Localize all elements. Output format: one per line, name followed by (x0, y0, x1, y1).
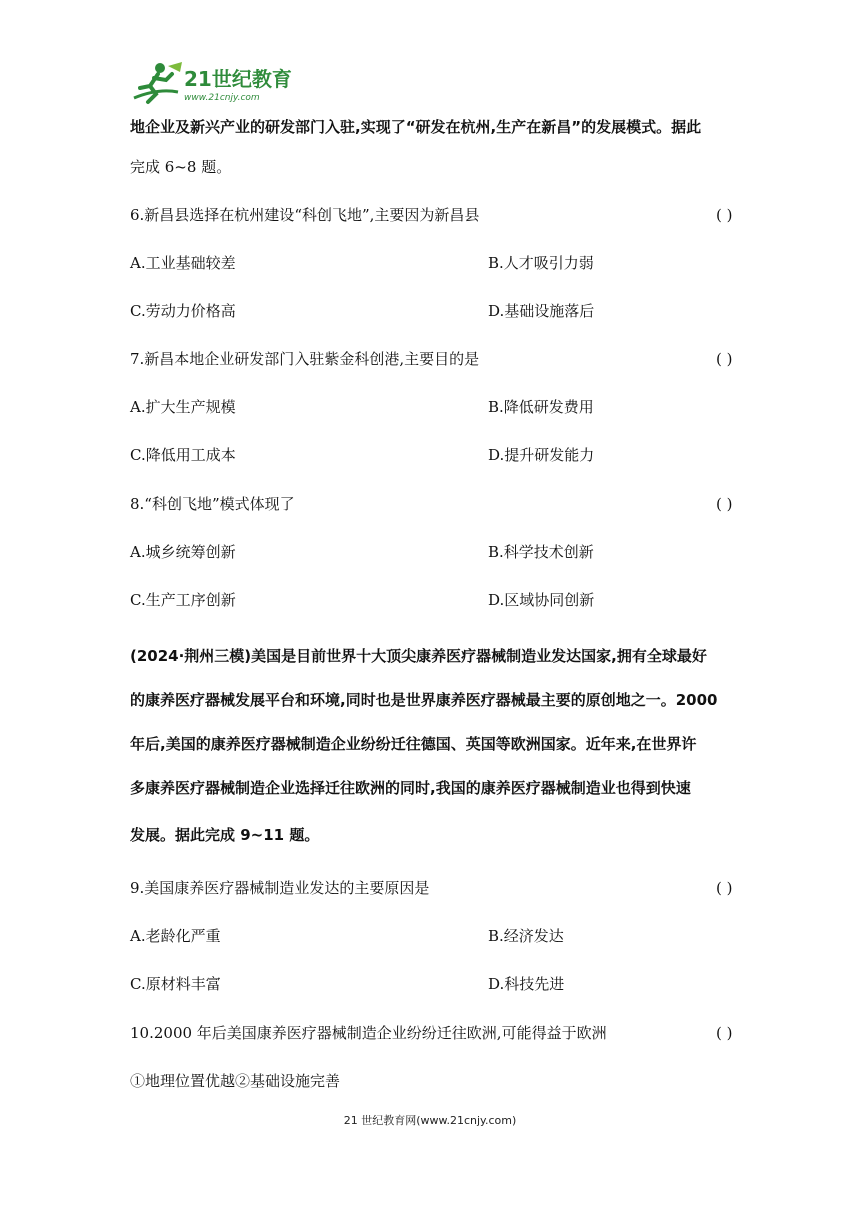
q9-answer-paren: ( ) (716, 879, 733, 897)
passage2-line1: (2024·荆州三模)美国是目前世界十大顶尖康养医疗器械制造业发达国家,拥有全球最好 (130, 647, 707, 665)
passage2-line2: 的康养医疗器械发展平台和环境,同时也是世界康养医疗器械最主要的原创地之一。2000 (130, 691, 718, 709)
q9-option-c: C.原材料丰富 (130, 975, 221, 993)
q9-option-a: A.老龄化严重 (130, 927, 221, 945)
q7-option-b: B.降低研发费用 (488, 398, 594, 416)
q8-option-a: A.城乡统筹创新 (130, 543, 236, 561)
q6-option-a: A.工业基础较差 (130, 254, 236, 272)
q9-option-b: B.经济发达 (488, 927, 564, 945)
q7-answer-paren: ( ) (716, 350, 733, 368)
q8-stem: 8.“科创飞地”模式体现了 (130, 495, 295, 513)
passage1-line2: 完成 6~8 题。 (130, 158, 232, 176)
q6-option-d: D.基础设施落后 (488, 302, 595, 320)
q7-option-a: A.扩大生产规模 (130, 398, 236, 416)
q9-option-d: D.科技先进 (488, 975, 565, 993)
q10-option-line1: ①地理位置优越②基础设施完善 (130, 1072, 341, 1090)
q10-answer-paren: ( ) (716, 1024, 733, 1042)
q7-option-d: D.提升研发能力 (488, 446, 595, 464)
site-logo (128, 58, 298, 106)
q8-option-c: C.生产工序创新 (130, 591, 236, 609)
passage2-line5: 发展。据此完成 9~11 题。 (130, 826, 320, 844)
passage2-line3: 年后,美国的康养医疗器械制造企业纷纷迁往德国、英国等欧洲国家。近年来,在世界许 (130, 735, 697, 753)
q6-option-c: C.劳动力价格高 (130, 302, 236, 320)
q8-option-b: B.科学技术创新 (488, 543, 594, 561)
passage1-line1: 地企业及新兴产业的研发部门入驻,实现了“研发在杭州,生产在新昌”的发展模式。据此 (130, 118, 702, 136)
q7-option-c: C.降低用工成本 (130, 446, 236, 464)
runner-logo-icon (128, 58, 298, 106)
q7-stem: 7.新昌本地企业研发部门入驻紫金科创港,主要目的是 (130, 350, 480, 368)
q8-option-d: D.区域协同创新 (488, 591, 595, 609)
q6-stem: 6.新昌县选择在杭州建设“科创飞地”,主要因为新昌县 (130, 206, 480, 224)
q6-option-b: B.人才吸引力弱 (488, 254, 594, 272)
q9-stem: 9.美国康养医疗器械制造业发达的主要原因是 (130, 879, 430, 897)
q8-answer-paren: ( ) (716, 495, 733, 513)
svg-text:www.21cnjy.com: www.21cnjy.com (184, 93, 260, 103)
q6-answer-paren: ( ) (716, 206, 733, 224)
svg-text:21世纪教育: 21世纪教育 (184, 67, 292, 91)
q10-stem: 10.2000 年后美国康养医疗器械制造企业纷纷迁往欧洲,可能得益于欧洲 (130, 1024, 607, 1042)
passage2-line4: 多康养医疗器械制造企业选择迁往欧洲的同时,我国的康养医疗器械制造业也得到快速 (130, 779, 691, 797)
page-footer: 21 世纪教育网(www.21cnjy.com) (343, 1114, 517, 1127)
